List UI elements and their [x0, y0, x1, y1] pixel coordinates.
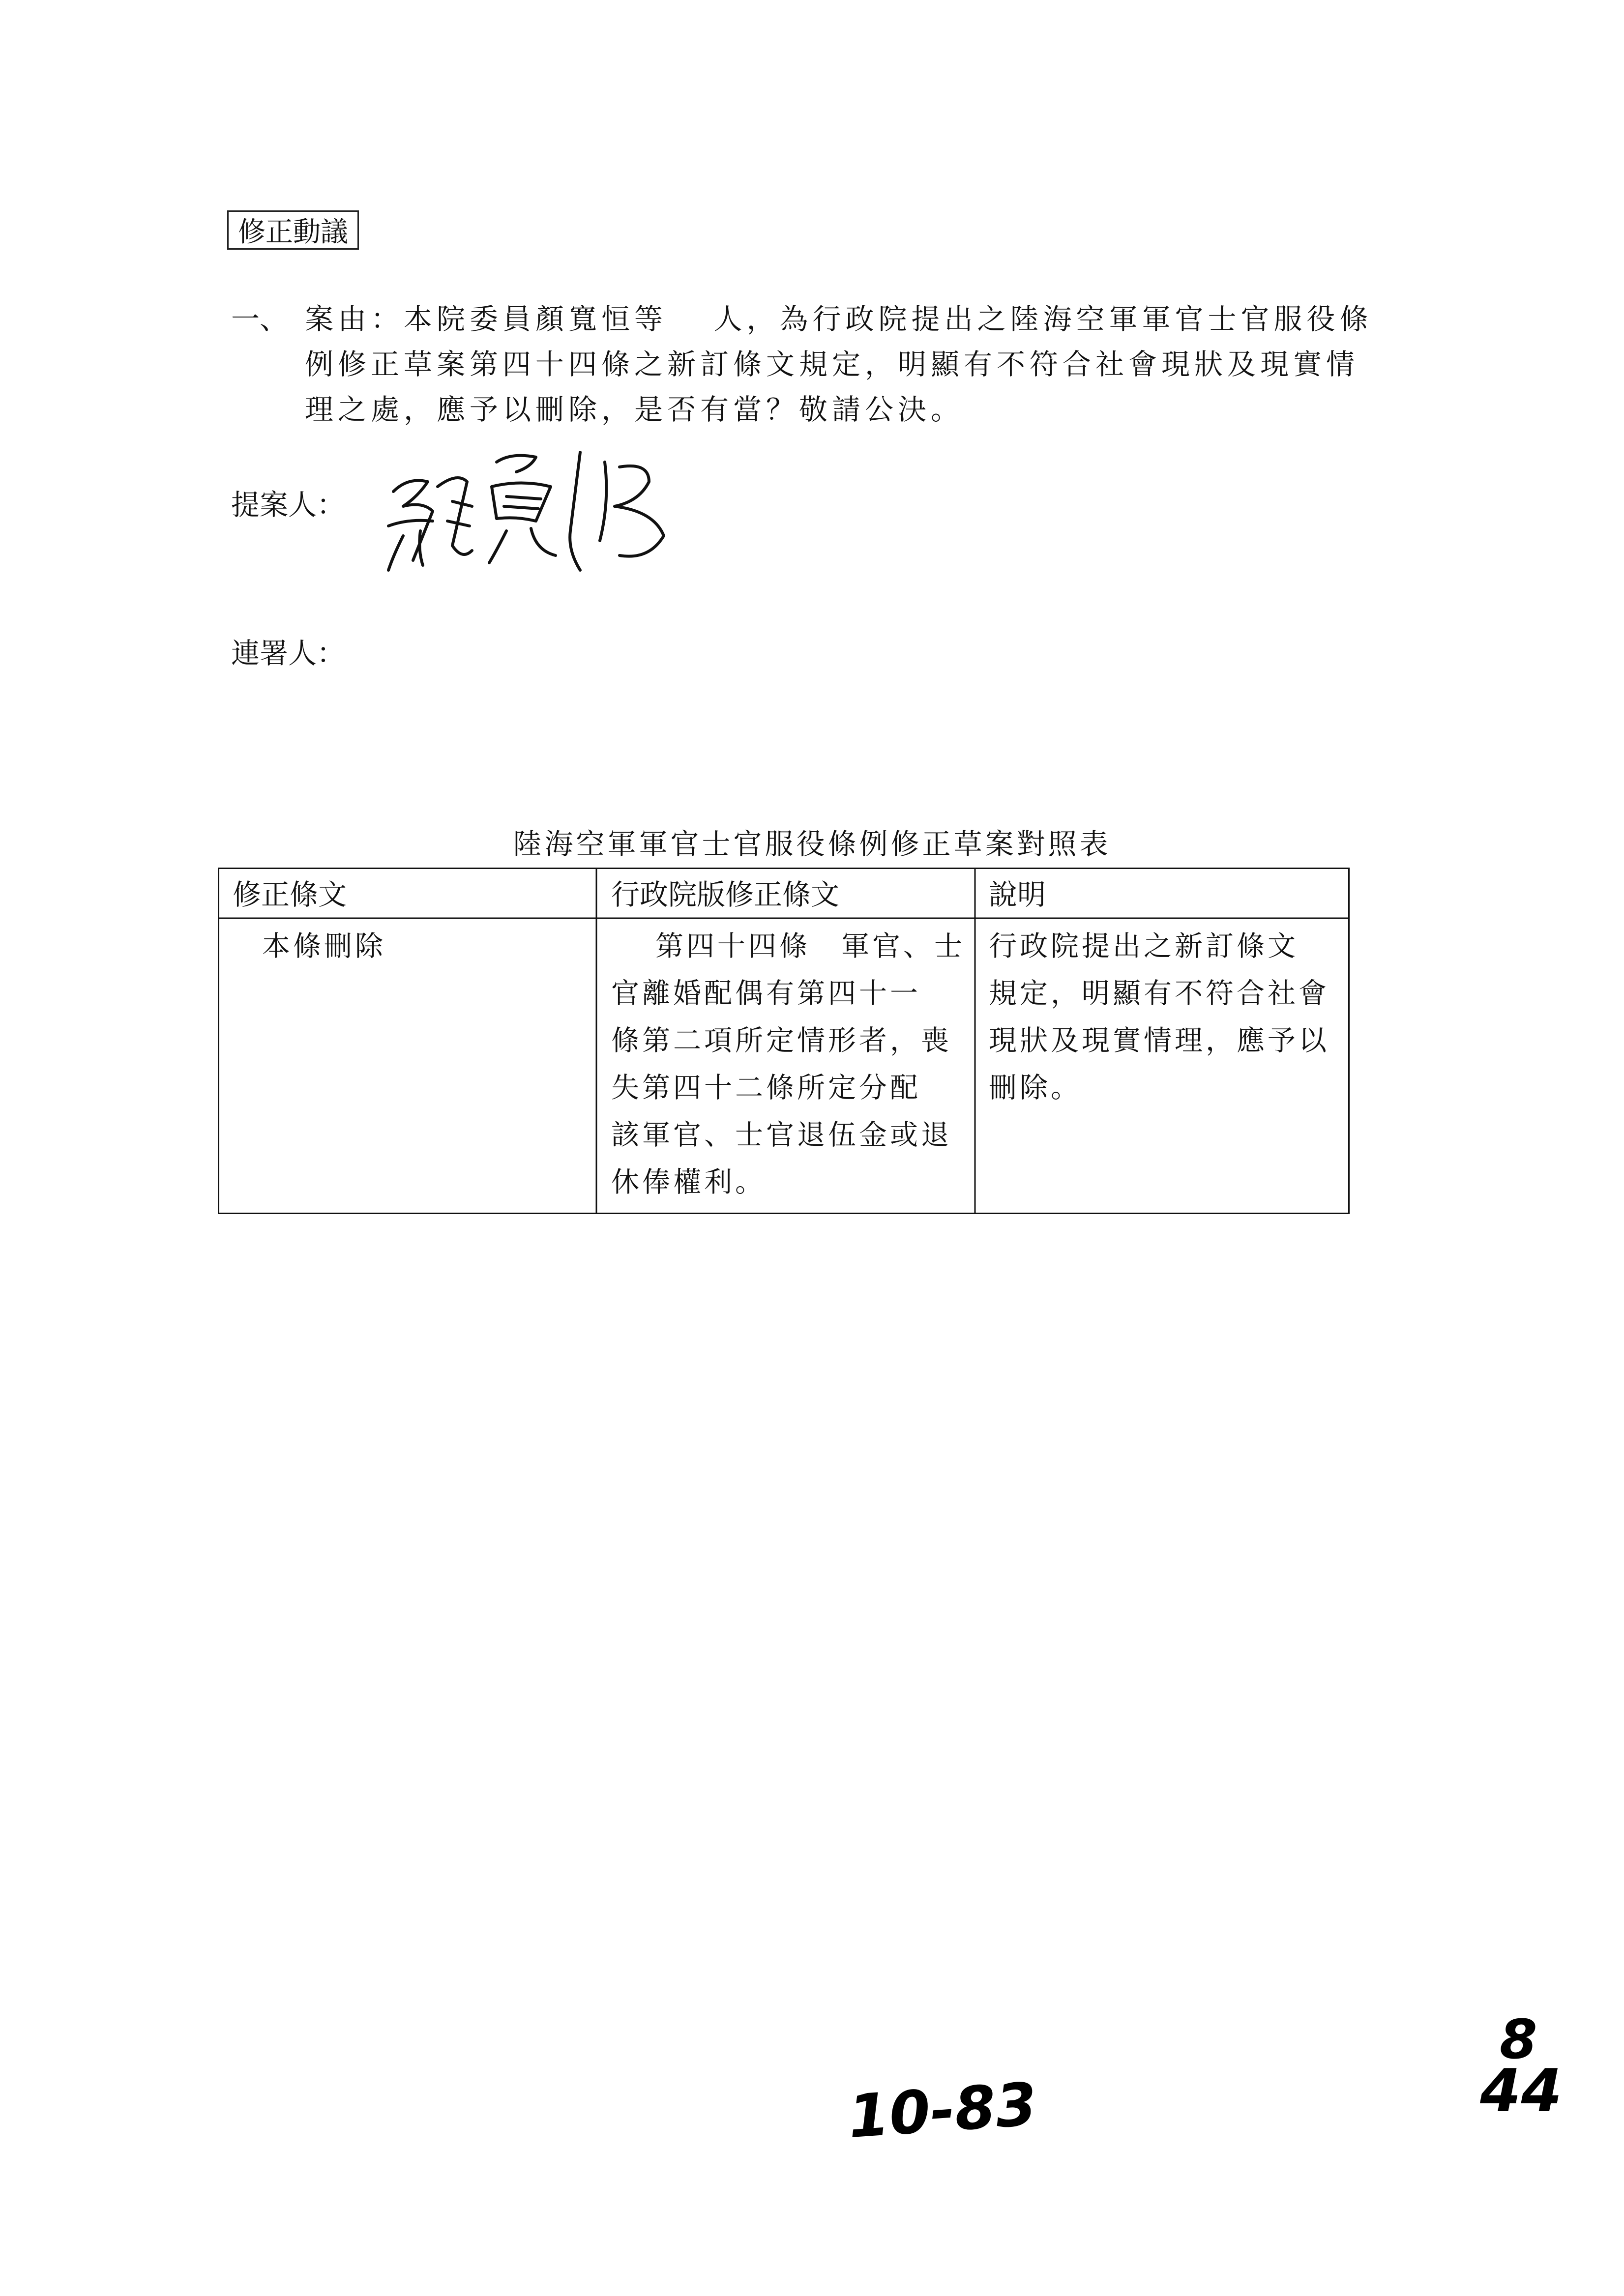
- cell-executive-text: [611, 923, 965, 1206]
- item-number: 一、: [231, 302, 289, 336]
- cell-line: 官離婚配偶有第四十一: [611, 977, 921, 1010]
- proposer-signature: [374, 433, 679, 580]
- cell-line: 行政院提出之新訂條文: [989, 930, 1299, 962]
- motion-line-3: 理之處，應予以刪除，是否有當？敬請公決。: [305, 393, 964, 426]
- cell-line: 本條刪除: [262, 930, 386, 962]
- header-explanation: 說明: [989, 878, 1046, 911]
- cosigner-label: 連署人：: [231, 637, 346, 670]
- cell-line: 休俸權利。: [611, 1166, 766, 1198]
- cell-line: 刪除。: [989, 1072, 1082, 1104]
- cell-explanation-text: [989, 923, 1329, 1111]
- cell-amended-text: [262, 923, 386, 970]
- cell-line: 失第四十二條所定分配: [611, 1072, 921, 1104]
- header-executive-version: 行政院版修正條文: [611, 878, 840, 911]
- handwritten-margin-bottom: 44: [1480, 2057, 1562, 2125]
- cell-line: 規定，明顯有不符合社會: [989, 977, 1329, 1010]
- motion-label: 修正動議: [227, 210, 359, 250]
- header-amended-article: 修正條文: [233, 878, 347, 911]
- motion-line-1: 案由：本院委員顏寬恒等 人，為行政院提出之陸海空軍軍官士官服役條: [305, 302, 1373, 336]
- cell-line: 第四十四條 軍官、士: [655, 930, 965, 962]
- handwritten-margin-top: 8: [1500, 2008, 1537, 2071]
- table-title: 陸海空軍軍官士官服役條例修正草案對照表: [513, 827, 1111, 861]
- handwritten-page-code: 10-83: [846, 2070, 1039, 2152]
- comparison-table: [218, 868, 1350, 1214]
- motion-line-2: 例修正草案第四十四條之新訂條文規定，明顯有不符合社會現狀及現實情: [305, 348, 1359, 381]
- proposer-label: 提案人：: [231, 488, 346, 522]
- cell-line: 條第二項所定情形者，喪: [611, 1024, 952, 1057]
- cell-line: 現狀及現實情理，應予以: [989, 1024, 1329, 1057]
- cell-line: 該軍官、士官退伍金或退: [611, 1119, 952, 1151]
